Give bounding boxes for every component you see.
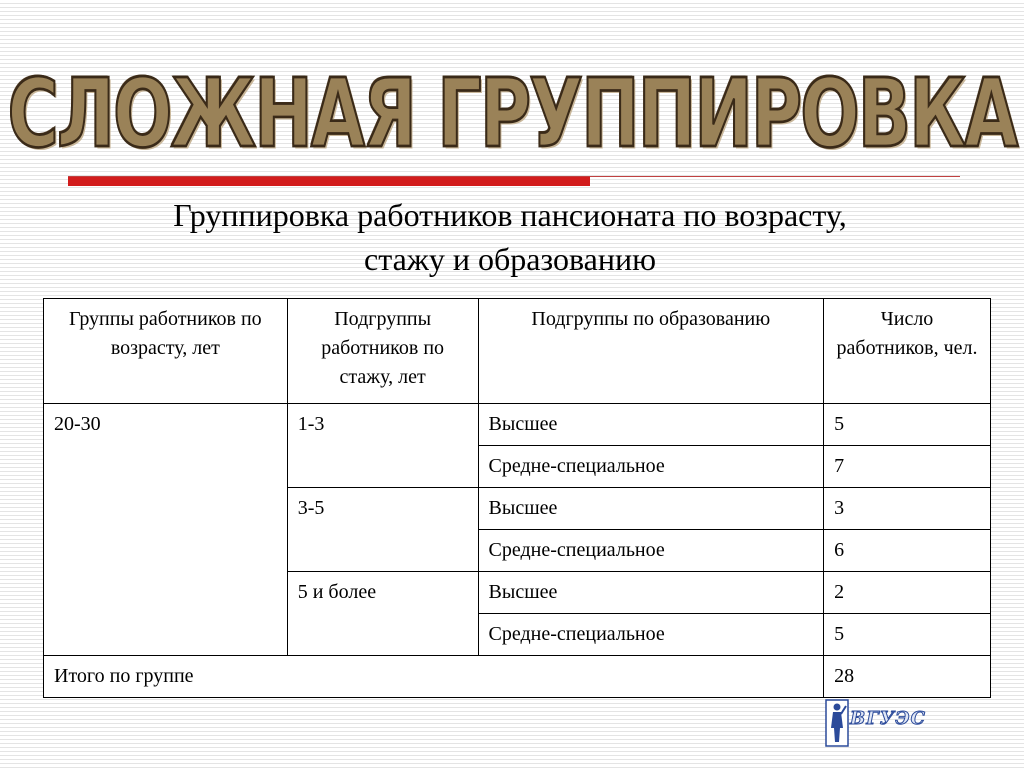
wordart-title: СЛОЖНАЯ ГРУППИРОВКА: [7, 58, 1017, 169]
subtitle-line-1: Группировка работников пансионата по возрасту,: [173, 197, 847, 233]
tenure-group-cell: 3-5: [287, 488, 478, 572]
education-cell: Средне-специальное: [478, 530, 824, 572]
count-cell: 7: [824, 446, 991, 488]
table-total-row: [44, 656, 991, 698]
tenure-group-cell: 5 и более: [287, 572, 478, 656]
total-value: 28: [824, 656, 991, 698]
header-education-subgroups: Подгруппы по образованию: [478, 299, 824, 404]
title-divider-accent: [68, 177, 590, 186]
table-row: [44, 404, 991, 446]
count-cell: 5: [824, 614, 991, 656]
logo-text: ВГУЭС: [850, 708, 926, 729]
education-cell: Высшее: [478, 488, 824, 530]
education-cell: Высшее: [478, 404, 824, 446]
count-cell: 5: [824, 404, 991, 446]
table-header-row: [44, 299, 991, 404]
count-cell: 6: [824, 530, 991, 572]
header-age-groups: Группы работников по возрасту, лет: [44, 299, 288, 404]
count-cell: 2: [824, 572, 991, 614]
subtitle-line-2: стажу и образованию: [364, 241, 656, 277]
total-label: Итого по группе: [44, 656, 824, 698]
education-cell: Высшее: [478, 572, 824, 614]
education-cell: Средне-специальное: [478, 614, 824, 656]
subtitle: [40, 193, 980, 281]
age-group-cell: 20-30: [44, 404, 288, 656]
grouping-table: [43, 298, 991, 698]
count-cell: 3: [824, 488, 991, 530]
header-worker-count: Число работников, чел.: [824, 299, 991, 404]
education-cell: Средне-специальное: [478, 446, 824, 488]
tenure-group-cell: 1-3: [287, 404, 478, 488]
header-tenure-subgroups: Подгруппы работников по стажу, лет: [287, 299, 478, 404]
